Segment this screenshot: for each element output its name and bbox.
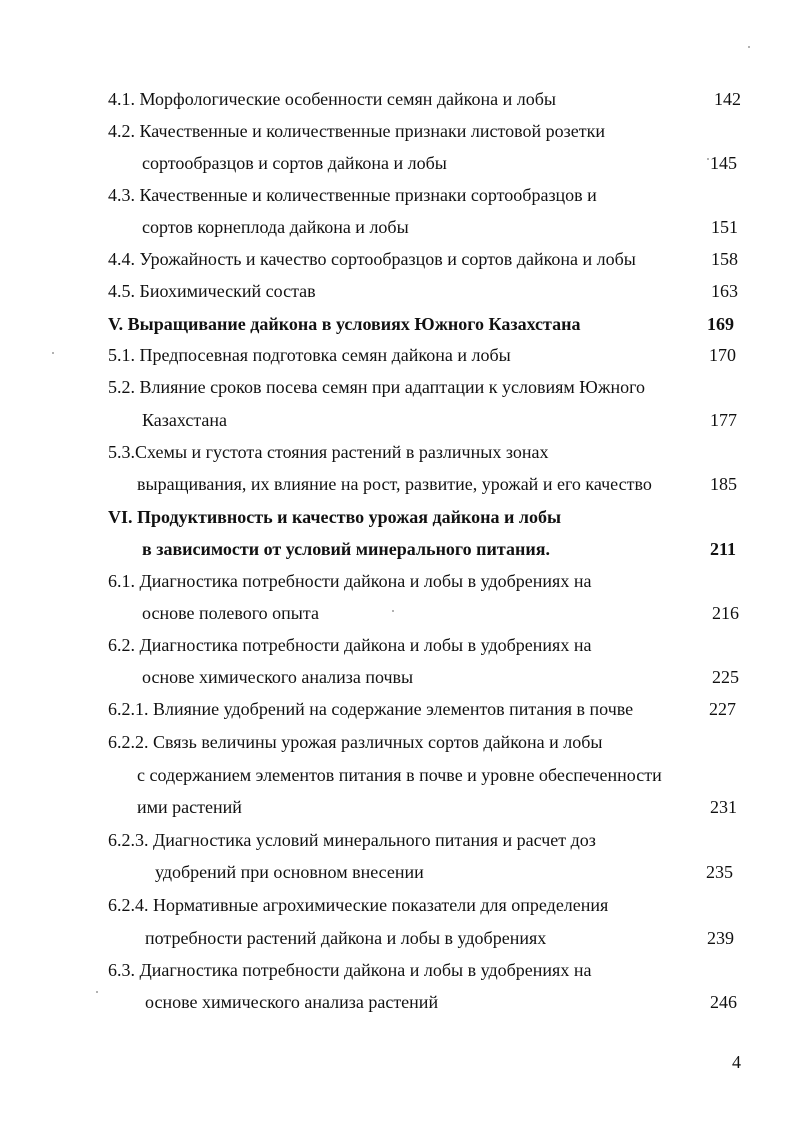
toc-line-6-1-cont: основе полевого опыта — [142, 603, 319, 623]
toc-page-6-2-4: 239 — [707, 928, 734, 948]
toc-page-6-2-2: 231 — [710, 797, 737, 817]
toc-chapter-6: VI. Продуктивность и качество урожая дайкона и лобы — [108, 507, 562, 527]
toc-page-5-3: 185 — [710, 474, 737, 494]
toc-page-6-2: 225 — [712, 667, 739, 687]
toc-line-6-2-4-cont: потребности растений дайкона и лобы в удобрениях — [145, 928, 547, 948]
toc-line-5-2-cont: Казахстана — [142, 410, 228, 430]
toc-line-5-1: 5.1. Предпосевная подготовка семян дайкона и лобы — [108, 345, 511, 365]
toc-line-6-3: 6.3. Диагностика потребности дайкона и лобы в удобрениях на — [108, 960, 592, 980]
toc-page-5-1: 170 — [709, 345, 736, 365]
toc-line-6-1: 6.1. Диагностика потребности дайкона и лобы в удобрениях на — [108, 571, 592, 591]
toc-line-4-2: 4.2. Качественные и количественные признаки листовой розетки — [108, 121, 605, 141]
toc-page-6-2-3: 235 — [706, 862, 733, 882]
toc-page-4-2: 145 — [710, 153, 737, 173]
toc-line-6-2-2: 6.2.2. Связь величины урожая различных сортов дайкона и лобы — [108, 732, 603, 752]
toc-page-4-1: 142 — [714, 89, 741, 109]
scan-speck — [392, 610, 394, 612]
scan-speck — [707, 158, 709, 160]
toc-page-4-5: 163 — [711, 281, 738, 301]
scan-speck — [748, 46, 750, 48]
toc-line-6-2-4: 6.2.4. Нормативные агрохимические показатели для определения — [108, 895, 609, 915]
toc-line-5-3: 5.3.Схемы и густота стояния растений в различных зонах — [108, 442, 549, 462]
toc-line-6-2-cont: основе химического анализа почвы — [142, 667, 414, 687]
toc-page-chapter-5: 169 — [707, 314, 734, 334]
toc-page-chapter-6: 211 — [710, 539, 737, 559]
toc-chapter-5: V. Выращивание дайкона в условиях Южного Казахстана — [108, 314, 581, 334]
toc-line-5-2: 5.2. Влияние сроков посева семян при адаптации к условиям Южного — [108, 377, 646, 397]
toc-line-4-2-cont: сортообразцов и сортов дайкона и лобы — [142, 153, 447, 173]
toc-chapter-6-cont: в зависимости от условий минерального питания. — [142, 539, 550, 559]
toc-line-4-3-cont: сортов корнеплода дайкона и лобы — [142, 217, 409, 237]
scan-speck — [52, 352, 54, 354]
toc-line-4-4: 4.4. Урожайность и качество сортообразцов и сортов дайкона и лобы — [108, 249, 636, 269]
page-number: 4 — [732, 1052, 741, 1072]
toc-page-4-3: 151 — [711, 217, 738, 237]
toc-page-4-4: 158 — [711, 249, 738, 269]
toc-line-6-2-2-cont1: с содержанием элементов питания в почве и уровне обеспеченности — [137, 765, 662, 785]
toc-line-6-3-cont: основе химического анализа растений — [145, 992, 439, 1012]
toc-page-6-2-1: 227 — [709, 699, 736, 719]
toc-line-4-3: 4.3. Качественные и количественные признаки сортообразцов и — [108, 185, 597, 205]
toc-line-4-1: 4.1. Морфологические особенности семян дайкона и лобы — [108, 89, 556, 109]
toc-page-6-1: 216 — [712, 603, 739, 623]
toc-line-6-2-3-cont: удобрений при основном внесении — [155, 862, 424, 882]
toc-page-5-2: 177 — [710, 410, 737, 430]
scan-speck — [96, 991, 98, 993]
toc-page-6-3: 246 — [710, 992, 737, 1012]
toc-line-6-2-3: 6.2.3. Диагностика условий минерального питания и расчет доз — [108, 830, 596, 850]
toc-line-6-2-2-cont2: ими растений — [137, 797, 242, 817]
toc-line-5-3-cont: выращивания, их влияние на рост, развитие, урожай и его качество — [137, 474, 652, 494]
toc-line-6-2-1: 6.2.1. Влияние удобрений на содержание элементов питания в почве — [108, 699, 634, 719]
toc-line-4-5: 4.5. Биохимический состав — [108, 281, 316, 301]
toc-line-6-2: 6.2. Диагностика потребности дайкона и лобы в удобрениях на — [108, 635, 592, 655]
